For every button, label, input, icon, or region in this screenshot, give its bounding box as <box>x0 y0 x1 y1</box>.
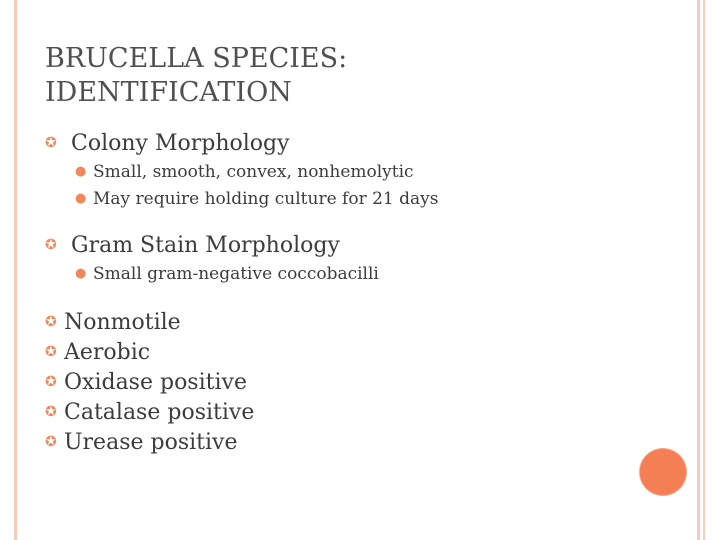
list-item <box>45 185 625 212</box>
list-item-text: May require holding culture for 21 days <box>93 188 439 209</box>
accent-circle <box>640 449 686 495</box>
spacer <box>45 287 625 307</box>
diamond-bullet-icon: ✪ <box>45 344 57 360</box>
diamond-bullet-icon: ✪ <box>45 237 57 253</box>
title-line-2: IDENTIFICATION <box>45 77 292 108</box>
property-text: Urease positive <box>64 429 238 455</box>
left-border <box>14 0 17 540</box>
list-item <box>45 260 625 287</box>
title-line-1: BRUCELLA SPECIES: <box>45 43 348 74</box>
diamond-bullet-icon: ✪ <box>45 374 57 390</box>
property-item <box>45 397 625 427</box>
diamond-bullet-icon: ✪ <box>45 404 57 420</box>
property-item <box>45 307 625 337</box>
property-text: Nonmotile <box>64 309 181 335</box>
right-border-outer <box>697 0 700 540</box>
section-heading-gram <box>45 230 625 260</box>
section-heading-text: Gram Stain Morphology <box>71 232 340 258</box>
property-item <box>45 367 625 397</box>
section-heading-text: Colony Morphology <box>71 130 290 156</box>
property-item <box>45 427 625 457</box>
diamond-bullet-icon: ✪ <box>45 314 57 330</box>
slide-content <box>45 128 625 457</box>
spacer <box>45 212 625 230</box>
property-item <box>45 337 625 367</box>
right-border-inner <box>703 0 705 540</box>
section-heading-colony <box>45 128 625 158</box>
dot-bullet-icon: ● <box>75 164 87 179</box>
property-text: Aerobic <box>64 339 151 365</box>
list-item-text: Small, smooth, convex, nonhemolytic <box>93 161 414 182</box>
list-item <box>45 158 625 185</box>
diamond-bullet-icon: ✪ <box>45 434 57 450</box>
slide-title <box>45 42 585 110</box>
dot-bullet-icon: ● <box>75 266 87 281</box>
dot-bullet-icon: ● <box>75 191 87 206</box>
list-item-text: Small gram-negative coccobacilli <box>93 263 379 284</box>
property-text: Oxidase positive <box>64 369 247 395</box>
diamond-bullet-icon: ✪ <box>45 135 57 151</box>
property-text: Catalase positive <box>64 399 255 425</box>
